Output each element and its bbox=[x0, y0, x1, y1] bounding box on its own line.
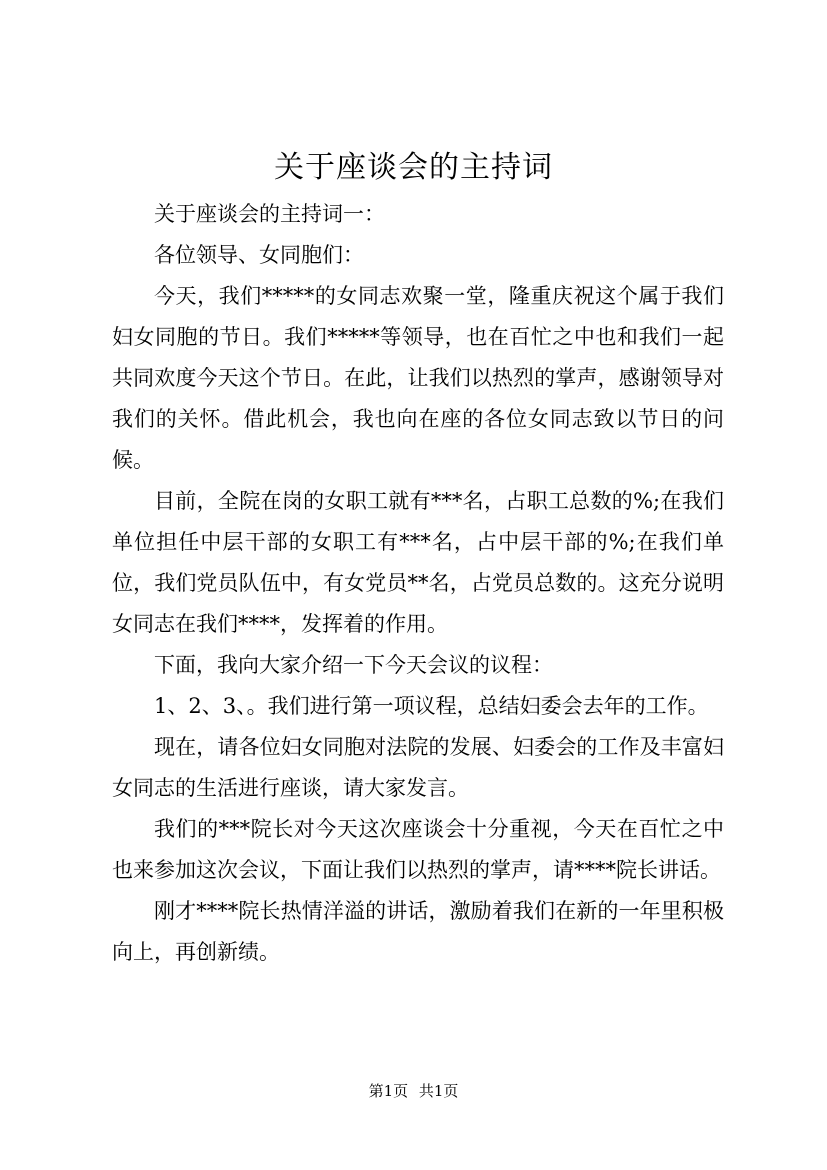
document-body bbox=[112, 194, 724, 973]
paragraph: 我们的***院长对今天这次座谈会十分重视，今天在百忙之中也来参加这次会议，下面让我们以热烈的掌声，请****院长讲话。 bbox=[112, 817, 724, 882]
paragraph: 各位领导、女同胞们： bbox=[154, 243, 364, 267]
page-footer bbox=[0, 1080, 827, 1102]
paragraph: 今天，我们*****的女同志欢聚一堂，隆重庆祝这个属于我们妇女同胞的节日。我们*****等领导，也在百忙之中也和我们一起共同欢度今天这个节日。在此，让我们以热烈的掌声，感谢领导对我们的关怀。借此机会，我也向在座的各位女同志致以节日的问候。 bbox=[112, 284, 724, 472]
page-total: 共1页 bbox=[418, 1082, 459, 1100]
paragraph: 刚才****院长热情洋溢的讲话，激励着我们在新的一年里积极向上，再创新绩。 bbox=[112, 899, 724, 964]
document-title: 关于座谈会的主持词 bbox=[274, 150, 553, 185]
paragraph: 关于座谈会的主持词一： bbox=[154, 202, 385, 226]
paragraph: 1、2、3、。我们进行第一项议程，总结妇委会去年的工作。 bbox=[154, 694, 709, 718]
page-number: 第1页 bbox=[368, 1082, 409, 1100]
paragraph: 现在，请各位妇女同胞对法院的发展、妇委会的工作及丰富妇女同志的生活进行座谈，请大家发言。 bbox=[112, 735, 724, 800]
paragraph: 下面，我向大家介绍一下今天会议的议程： bbox=[154, 653, 553, 677]
paragraph: 目前，全院在岗的女职工就有***名，占职工总数的%;在我们单位担任中层干部的女职工有***名，占中层干部的%;在我们单位，我们党员队伍中，有女党员**名，占党员总数的。这充分说明女同志在我们****，发挥着的作用。 bbox=[112, 489, 724, 636]
